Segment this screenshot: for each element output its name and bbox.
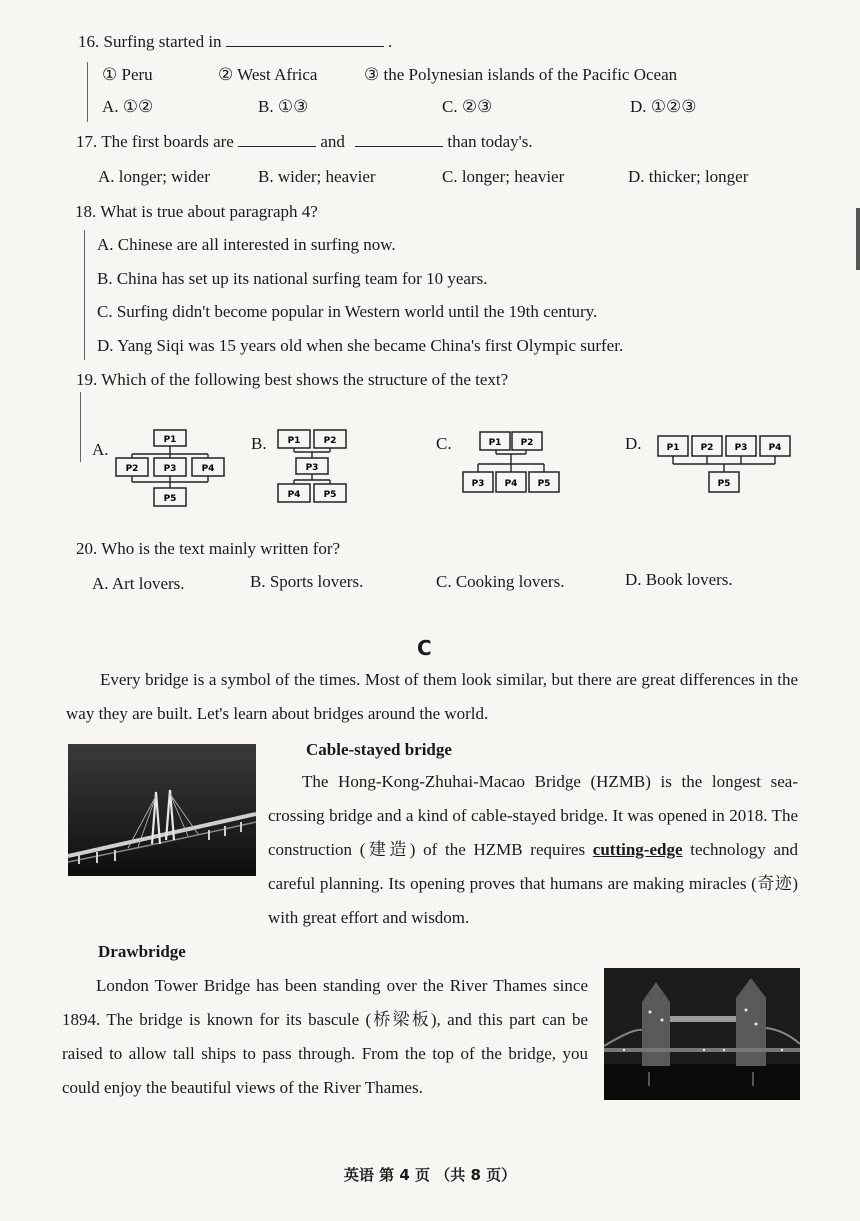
question-18-option-b[interactable]: B. China has set up its national surfing team for 10 years.: [97, 269, 488, 288]
svg-text:P3: P3: [305, 463, 319, 473]
drawbridge-paragraph: London Tower Bridge has been standing over the River Thames since 1894. The bridge is known for its bascule (桥梁板), and this part can be raised to allow tall ships to pass through. From the top of the bridge, you could enjoy the beautiful views of the River Thames.: [62, 976, 588, 1097]
question-18-stem: 18. What is true about paragraph 4?: [75, 202, 318, 221]
question-20-option-d[interactable]: D. Book lovers.: [625, 570, 733, 589]
diagram-b-box-p5: [314, 484, 346, 502]
page-edge-mark: [856, 208, 860, 270]
diagram-a-box-p1: [154, 430, 186, 446]
margin-line: [80, 392, 81, 462]
svg-text:P2: P2: [700, 443, 714, 453]
question-16-option-a[interactable]: A. ①②: [102, 97, 154, 116]
question-16-option-b[interactable]: B. ①③: [258, 97, 309, 116]
question-16-option-c[interactable]: C. ②③: [442, 97, 493, 116]
diagram-d-box-p1: [658, 436, 688, 456]
diagram-d-box-p4: [760, 436, 790, 456]
svg-text:P4: P4: [504, 479, 518, 489]
structure-diagram-b[interactable]: [272, 426, 354, 506]
question-17-option-b[interactable]: B. wider; heavier: [258, 167, 376, 186]
section-c-letter: C: [417, 636, 432, 660]
margin-line: [84, 230, 85, 360]
svg-text:P3: P3: [471, 479, 485, 489]
svg-text:P3: P3: [163, 464, 177, 474]
diagram-d-box-p3: [726, 436, 756, 456]
svg-text:P5: P5: [537, 479, 551, 489]
svg-text:P2: P2: [520, 438, 534, 448]
question-20-option-a[interactable]: A. Art lovers.: [92, 574, 185, 593]
question-18-option-c[interactable]: C. Surfing didn't become popular in Western world until the 19th century.: [97, 302, 598, 321]
question-16-option-d[interactable]: D. ①②③: [630, 97, 697, 116]
svg-text:P5: P5: [163, 494, 177, 504]
svg-text:P5: P5: [717, 479, 731, 489]
question-20-stem: 20. Who is the text mainly written for?: [76, 539, 341, 558]
svg-text:P3: P3: [734, 443, 748, 453]
svg-text:P1: P1: [488, 438, 502, 448]
question-16-stem: 16. Surfing started in .: [78, 32, 393, 51]
svg-text:P1: P1: [666, 443, 680, 453]
question-19-option-b-letter[interactable]: B.: [251, 434, 267, 453]
svg-text:P5: P5: [323, 490, 337, 500]
diagram-a-box-p4: [192, 458, 224, 476]
hzmb-bridge-photo: [68, 744, 256, 876]
page-footer: 英语 第 4 页 （共 8 页）: [343, 1166, 517, 1184]
question-19-stem: 19. Which of the following best shows the structure of the text?: [76, 370, 509, 389]
question-20-option-c[interactable]: C. Cooking lovers.: [436, 572, 565, 591]
question-16-item-3: ③ the Polynesian islands of the Pacific Ocean: [364, 65, 678, 84]
question-16-item-2: ② West Africa: [218, 65, 318, 84]
question-19-option-a-letter[interactable]: A.: [92, 440, 109, 459]
diagram-a-box-p2: [116, 458, 148, 476]
question-16-item-1: ① Peru: [102, 65, 153, 84]
question-18-option-a[interactable]: A. Chinese are all interested in surfing now.: [97, 235, 396, 254]
diagram-c-box-p2: [512, 432, 542, 450]
structure-diagram-c[interactable]: [460, 428, 564, 500]
answer-blank: [355, 145, 443, 147]
question-18-option-d[interactable]: D. Yang Siqi was 15 years old when she became China's first Olympic surfer.: [97, 336, 624, 355]
svg-text:P2: P2: [125, 464, 139, 474]
answer-blank: [226, 45, 384, 47]
svg-text:P1: P1: [287, 436, 301, 446]
diagram-d-box-p5: [709, 472, 739, 492]
diagram-b-box-p1: [278, 430, 310, 448]
question-19-option-c-letter[interactable]: C.: [436, 434, 452, 453]
svg-text:P4: P4: [768, 443, 782, 453]
section-c-intro: Every bridge is a symbol of the times. Most of them look similar, but there are great differences in the way they are built. Let's learn about bridges around the world.: [66, 670, 798, 723]
diagram-a-box-p5: [154, 488, 186, 506]
hzmb-bridge-image: [68, 744, 256, 876]
question-17-stem: 17. The first boards are and than today's.: [76, 132, 533, 151]
diagram-a-box-p3: [154, 458, 186, 476]
diagram-b-box-p3: [296, 458, 328, 474]
question-19-option-d-letter[interactable]: D.: [625, 434, 642, 453]
structure-diagram-a[interactable]: [110, 426, 230, 510]
cable-stayed-paragraph-end: technology and careful planning. Its opening proves that humans are making miracles (奇迹) with great effort and wisdom.: [268, 840, 799, 927]
diagram-c-box-p3: [463, 472, 493, 492]
svg-text:P4: P4: [287, 490, 301, 500]
diagram-b-box-p4: [278, 484, 310, 502]
diagram-b-box-p2: [314, 430, 346, 448]
structure-diagram-d[interactable]: [654, 432, 798, 496]
answer-blank: [238, 145, 316, 147]
cable-stayed-paragraph: The Hong-Kong-Zhuhai-Macao Bridge (HZMB) is the longest sea-crossing bridge and a kind of cable-stayed bridge. It was opened in 2018. The construction (建造) of the HZMB requires cutting-edge technology and careful planning. Its opening proves that humans are making miracles (奇迹) with great effort and wisdom.: [268, 772, 799, 927]
svg-text:P4: P4: [201, 464, 215, 474]
question-17-option-d[interactable]: D. thicker; longer: [628, 167, 749, 186]
question-17-option-a[interactable]: A. longer; wider: [98, 167, 210, 186]
diagram-d-box-p2: [692, 436, 722, 456]
tower-bridge-image: [604, 968, 800, 1100]
margin-line: [87, 62, 88, 122]
question-20-option-b[interactable]: B. Sports lovers.: [250, 572, 364, 591]
drawbridge-heading: Drawbridge: [98, 942, 186, 961]
diagram-c-box-p1: [480, 432, 510, 450]
cable-stayed-heading: Cable-stayed bridge: [306, 740, 452, 759]
svg-text:P1: P1: [163, 435, 177, 445]
question-17-option-c[interactable]: C. longer; heavier: [442, 167, 565, 186]
tower-bridge-photo: [604, 968, 800, 1100]
diagram-c-box-p4: [496, 472, 526, 492]
diagram-c-box-p5: [529, 472, 559, 492]
svg-text:P2: P2: [323, 436, 337, 446]
cutting-edge-term: cutting-edge: [592, 840, 683, 859]
